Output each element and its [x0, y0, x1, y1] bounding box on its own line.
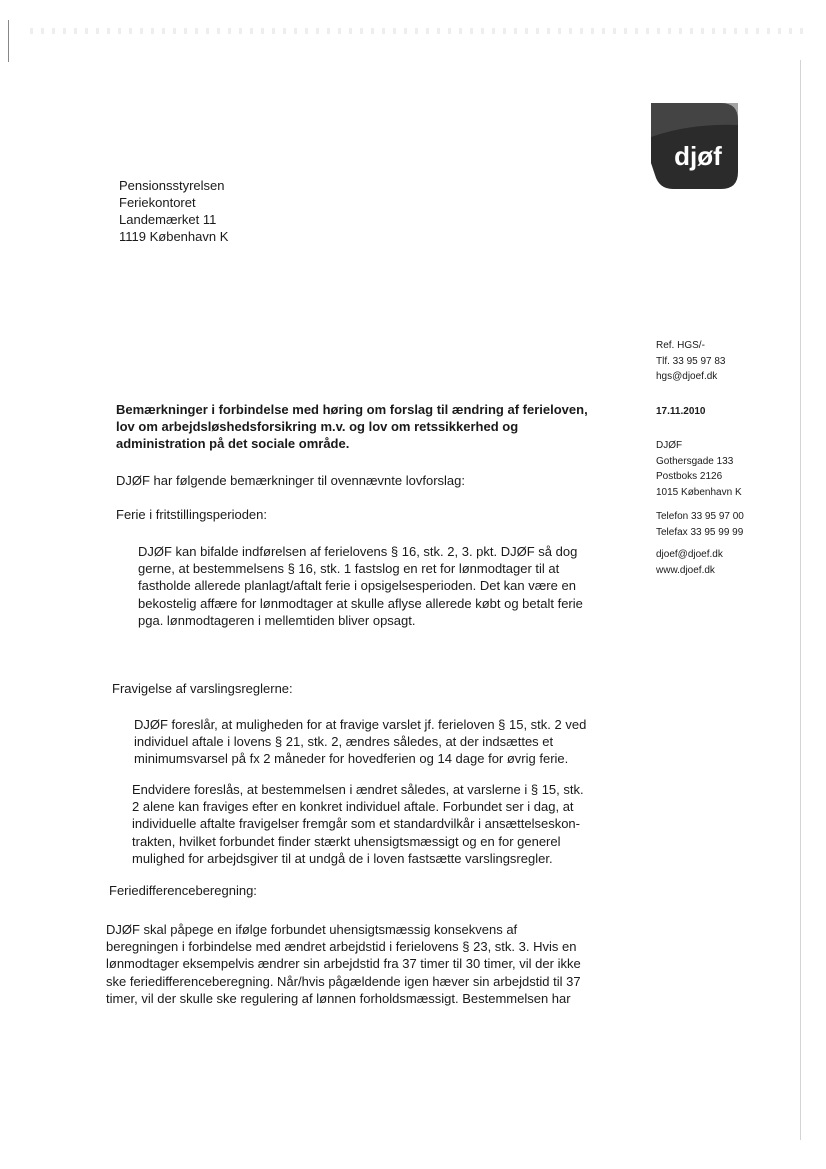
- recipient-line: Feriekontoret: [119, 195, 196, 210]
- sender-reference: [656, 338, 726, 385]
- text-line: individuelle aftalte fravigelser fremgår som et standardvilkår i ansættelseskon-: [132, 816, 580, 832]
- section-heading-ferie: Ferie i fritstillingsperioden:: [116, 507, 268, 522]
- subject-line: lov om arbejdsløshedsforsikring m.v. og lov om retssikkerhed og: [116, 419, 519, 434]
- sender-line: DJØF: [656, 440, 683, 451]
- recipient-line: Pensionsstyrelsen: [119, 178, 225, 193]
- scan-edge-mark: [8, 20, 9, 62]
- text-line: pga. lønmodtageren i mellemtiden bliver opsagt.: [138, 612, 416, 628]
- text-line: trakten, hvilket forbundet finder stærkt uhensigtsmæssigt og en for generel: [132, 833, 561, 849]
- sender-phones: [656, 509, 744, 540]
- section-ferie-paragraph: [138, 543, 583, 629]
- sender-website: www.djoef.dk: [656, 564, 715, 576]
- text-line: DJØF skal påpege en ifølge forbundet uhensigtsmæssig konsekvens af: [106, 922, 518, 937]
- sender-line: 1015 København K: [656, 486, 742, 498]
- text-line: DJØF kan bifalde indførelsen af ferielovens § 16, stk. 2, 3. pkt. DJØF så dog: [138, 544, 578, 559]
- email-line: hgs@djoef.dk: [656, 371, 718, 382]
- text-line: timer, vil der skulle ske regulering af lønnen forholdsmæssigt. Bestemmelsen har: [106, 990, 571, 1006]
- sender-email: djoef@djoef.dk: [656, 549, 723, 560]
- text-line: 2 alene kan fraviges efter en konkret individuel aftale. Forbundet ser i dag, at: [132, 799, 574, 815]
- text-line: fastholde allerede planlagt/aftalt ferie i opsigelsesperioden. Det kan være en: [138, 578, 576, 594]
- text-line: Endvidere foreslås, at bestemmelsen i ændret således, at varslerne i § 15, stk.: [132, 782, 584, 797]
- sender-line: Gothersgade 133: [656, 455, 734, 467]
- section-heading-feriedifference: Feriedifferenceberegning:: [109, 883, 257, 898]
- recipient-line: Landemærket 11: [119, 212, 217, 227]
- sender-address: [656, 438, 742, 500]
- djof-logo: [651, 103, 738, 189]
- telefax-line: Telefax 33 95 99 99: [656, 526, 744, 538]
- intro-text: DJØF har følgende bemærkninger til ovennævnte lovforslag:: [116, 473, 465, 488]
- scan-edge-line: [800, 60, 801, 1140]
- ref-line: Ref. HGS/-: [656, 340, 705, 351]
- subject-line: administration på det sociale område.: [116, 436, 350, 451]
- text-line: individuel aftale i lovens § 21, stk. 2, ændres således, at der indsættes et: [134, 734, 554, 750]
- text-line: DJØF foreslår, at muligheden for at fravige varslet jf. ferieloven § 15, stk. 2 ved: [134, 717, 587, 732]
- text-line: minimumsvarsel på fx 2 måneder for hovedferien og 14 dage for øvrig ferie.: [134, 751, 569, 767]
- text-line: bekostelig affære for lønmodtager at skulle aflyse allerede købt og betalt ferie: [138, 595, 583, 611]
- text-line: ske feriedifferenceberegning. Når/hvis pågældende igen hæver sin arbejdstid til 37: [106, 973, 581, 989]
- phone-line: Tlf. 33 95 97 83: [656, 355, 726, 367]
- recipient-line: 1119 København K: [119, 229, 229, 244]
- text-line: gerne, at bestemmelsens § 16, stk. 1 fastslog en ret for lønmodtager til at: [138, 561, 560, 577]
- letter-subject: [116, 401, 636, 452]
- sender-web: [656, 547, 723, 578]
- scan-noise: [30, 28, 810, 34]
- letter-date: 17.11.2010: [656, 406, 706, 417]
- text-line: mulighed for arbejdsgiver til at undgå de i loven fastsætte varslingsregler.: [132, 850, 553, 866]
- text-line: beregningen i forbindelse med ændret arbejdstid i ferielovens § 23, stk. 3. Hvis en: [106, 939, 577, 955]
- subject-line: Bemærkninger i forbindelse med høring om forslag til ændring af ferieloven,: [116, 402, 588, 417]
- section-feriedifference-paragraph: [106, 921, 581, 1007]
- logo-text: djøf: [674, 141, 722, 171]
- sender-line: Postboks 2126: [656, 471, 723, 482]
- section-varsling-paragraph-2: [132, 781, 584, 867]
- section-varsling-paragraph-1: [134, 716, 586, 768]
- section-heading-varsling: Fravigelse af varslingsreglerne:: [112, 681, 293, 696]
- text-line: lønmodtager eksempelvis ændrer sin arbejdstid fra 37 timer til 30 timer, vil der ikke: [106, 956, 581, 972]
- recipient-address: [119, 177, 228, 245]
- telephone-line: Telefon 33 95 97 00: [656, 511, 744, 522]
